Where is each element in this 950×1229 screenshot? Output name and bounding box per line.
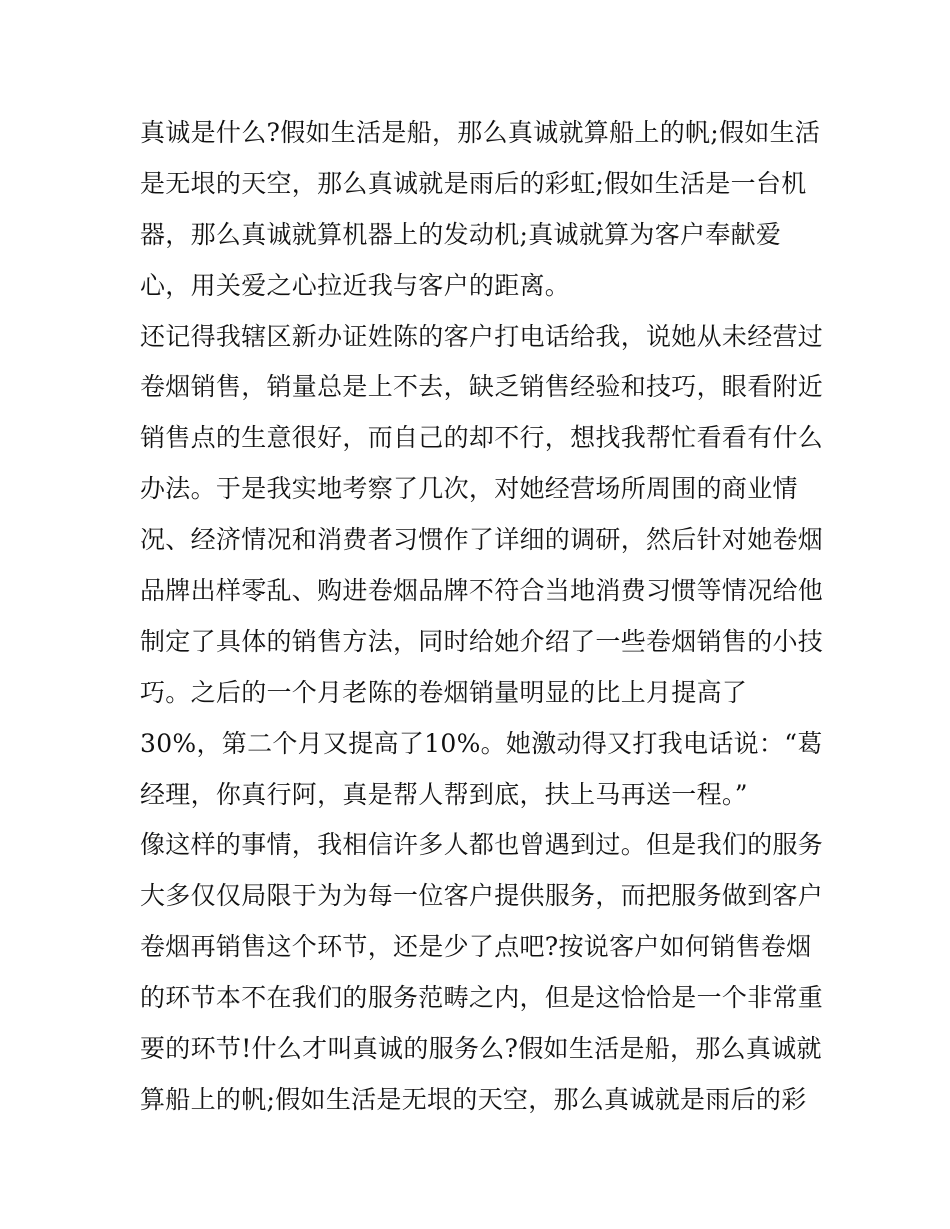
text-line: 器，那么真诚就算机器上的发动机;真诚就算为客户奉献爱 bbox=[140, 219, 782, 249]
body-text bbox=[140, 108, 824, 1126]
text-line: 大多仅仅局限于为为每一位客户提供服务，而把服务做到客户 bbox=[140, 881, 824, 911]
text-line: 还记得我辖区新办证姓陈的客户打电话给我，说她从未经营过 bbox=[140, 321, 824, 351]
text-line: 巧。之后的一个月老陈的卷烟销量明显的比上月提高了 bbox=[140, 677, 748, 707]
text-line: 卷烟再销售这个环节，还是少了点吧?按说客户如何销售卷烟 bbox=[140, 932, 812, 962]
text-line: 卷烟销售，销量总是上不去，缺乏销售经验和技巧，眼看附近 bbox=[140, 372, 824, 402]
text-line: 30%，第二个月又提高了10%。她激动得又打我电话说：“葛 bbox=[140, 728, 823, 758]
text-line: 算船上的帆;假如生活是无垠的天空，那么真诚就是雨后的彩 bbox=[140, 1084, 807, 1114]
text-line: 真诚是什么?假如生活是船，那么真诚就算船上的帆;假如生活 bbox=[140, 118, 821, 147]
text-line: 销售点的生意很好，而自己的却不行，想找我帮忙看看有什么 bbox=[140, 423, 824, 453]
text-line: 办法。于是我实地考察了几次，对她经营场所周围的商业情 bbox=[140, 474, 798, 504]
text-line: 是无垠的天空，那么真诚就是雨后的彩虹;假如生活是一台机 bbox=[140, 168, 807, 198]
text-line: 品牌出样零乱、购进卷烟品牌不符合当地消费习惯等情况给他 bbox=[140, 576, 824, 606]
text-line: 况、经济情况和消费者习惯作了详细的调研，然后针对她卷烟 bbox=[140, 525, 824, 555]
text-line: 像这样的事情，我相信许多人都也曾遇到过。但是我们的服务 bbox=[140, 830, 824, 860]
text-line: 制定了具体的销售方法，同时给她介绍了一些卷烟销售的小技 bbox=[140, 626, 824, 656]
text-line: 要的环节!什么才叫真诚的服务么?假如生活是船，那么真诚就 bbox=[140, 1034, 822, 1064]
text-line: 经理，你真行阿，真是帮人帮到底，扶上马再送一程。” bbox=[140, 779, 748, 809]
text-line: 的环节本不在我们的服务范畴之内，但是这恰恰是一个非常重 bbox=[140, 983, 824, 1013]
text-line: 心，用关爱之心拉近我与客户的距离。 bbox=[140, 270, 571, 300]
